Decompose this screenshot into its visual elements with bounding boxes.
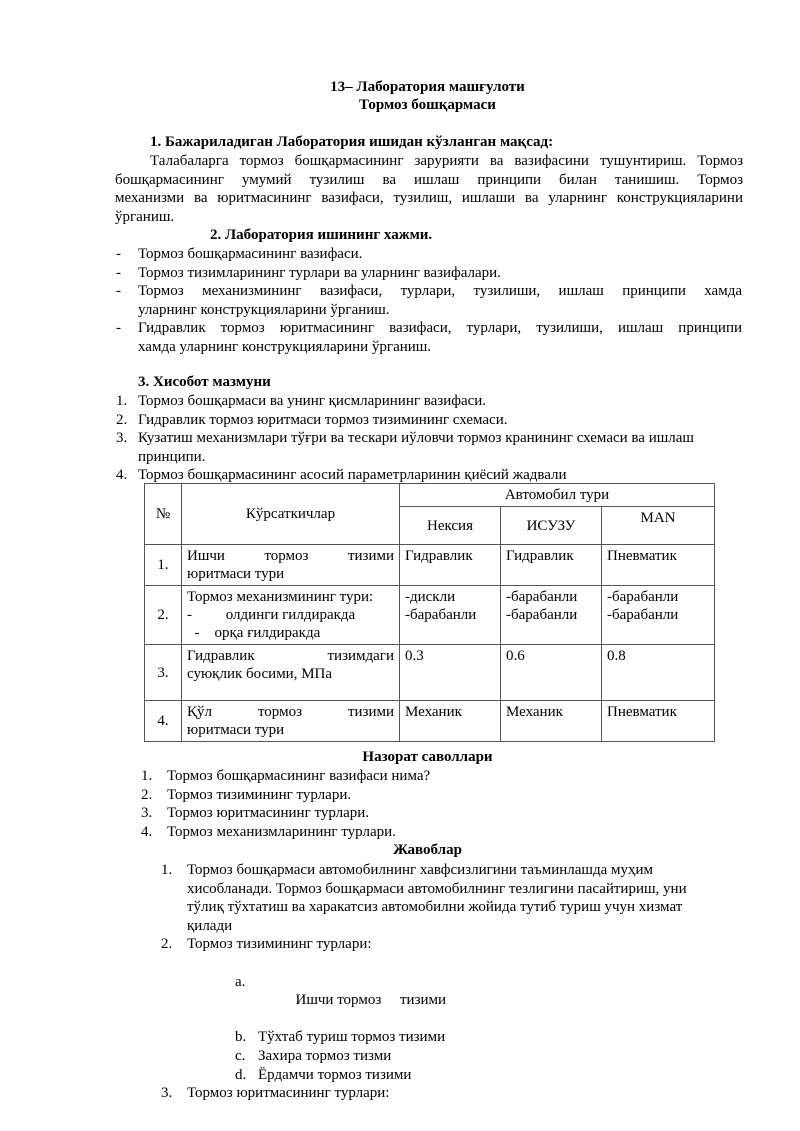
list-item-text: Кузатиш механизмлари тўғри ва тескари иўловчи тормоз кранининг схемаси ва ишлаш	[138, 430, 694, 447]
answer-line: тўлиқ тўхтатиш ва харакатсиз автомобилни жойида тутиб туриш учун хизмат	[187, 899, 683, 916]
row-num: 3.	[145, 645, 182, 701]
sub-text: Ишчи тормоз тизими	[295, 992, 447, 1009]
list-item	[141, 804, 741, 823]
question-text: Тормоз механизмларининг турлари.	[167, 823, 396, 840]
cell-value: 0.8	[602, 645, 715, 701]
answers-list	[161, 861, 741, 1103]
list-number: 1.	[116, 393, 128, 409]
row-num: 1.	[145, 545, 182, 586]
question-text: Тормоз бошқармасининг вазифаси нима?	[167, 768, 431, 784]
answer-line: Тормоз юритмасининг турлари:	[187, 1085, 390, 1102]
label-line: суюқлик босими, МПа	[187, 666, 333, 682]
bullet-dash: -	[116, 283, 121, 300]
sub-letter: a.	[235, 973, 246, 990]
table-row	[145, 545, 715, 586]
bullet-dash: -	[116, 246, 121, 262]
list-item-text: Тормоз бошқармасининг вазифаси.	[138, 246, 363, 262]
cell-value: Пневматик	[602, 701, 715, 742]
list-number: 1.	[161, 862, 173, 878]
bullet-dash: -	[116, 264, 121, 281]
table-row	[145, 645, 715, 701]
answer-line: хисобланади. Тормоз бошқармаси автомобилнинг тезлигини пасайтириш, уни	[187, 880, 687, 897]
label-line: Гидравлик тизимдаги	[187, 648, 394, 664]
sub-text: Захира тормоз тизми	[258, 1047, 392, 1064]
list-item-text: Тормоз тизимларининг турлари ва уларнинг вазифалари.	[138, 264, 501, 281]
list-item-text: уларнинг конструкцияларини ўрганиш.	[138, 301, 390, 318]
list-number: 2.	[116, 411, 128, 428]
label-line: Тормоз механизмининг тури:	[187, 589, 374, 605]
list-item-text: Гидравлик тормоз юритмасининг вазифаси, турлари, тузилиши, ишлаш принципи	[138, 320, 742, 337]
list-number: 1.	[141, 768, 153, 784]
header-car: MAN	[602, 507, 715, 545]
list-number: 3.	[161, 1085, 173, 1102]
sub-letter: b.	[235, 1029, 247, 1046]
answer-line: Тормоз тизимининг турлари:	[187, 936, 372, 953]
list-item	[116, 411, 744, 430]
section2-heading: 2. Лаборатория ишининг хажми.	[210, 227, 433, 243]
bullet-dash: -	[116, 320, 121, 337]
sub-letter: c.	[235, 1047, 246, 1064]
cell-value: -барабанли -барабанли	[501, 586, 602, 645]
list-item	[141, 823, 741, 842]
page-subtitle: Тормоз бошқармаси	[359, 97, 496, 113]
section1-body	[115, 152, 743, 226]
section3-heading: 3. Хисобот мазмуни	[138, 374, 271, 390]
question-text: Тормоз тизимининг турлари.	[167, 786, 352, 803]
list-item	[116, 264, 742, 283]
list-number: 3.	[141, 805, 153, 822]
list-number: 2.	[161, 936, 173, 953]
label-line: Ишчи тормоз тизими	[187, 548, 394, 564]
cell-value: Механик	[501, 701, 602, 742]
header-car: Нексия	[400, 507, 501, 545]
label-line: юритмаси тури	[187, 722, 285, 738]
list-number: 4.	[141, 823, 153, 840]
answer-line: қилади	[187, 917, 233, 934]
section1-line: ўрганиш.	[115, 208, 175, 225]
cell-value: Гидравлик	[400, 545, 501, 586]
cell-value: Гидравлик	[501, 545, 602, 586]
label-line: - орқа ғилдиракда	[187, 625, 321, 641]
answer-line: Тормоз бошқармаси автомобилнинг хавфсизлигини таъминлашда муҳим	[187, 862, 654, 878]
table-row	[145, 586, 715, 645]
list-item-text: Тормоз бошқармаси ва унинг қисмларининг вазифаси.	[138, 393, 487, 409]
parameters-table	[144, 483, 715, 742]
cell-value: 0.3	[400, 645, 501, 701]
sub-text: Тўхтаб туриш тормоз тизими	[258, 1029, 446, 1046]
section2-list	[116, 245, 742, 357]
list-item	[116, 429, 744, 466]
label-line: юритмаси тури	[187, 566, 285, 582]
row-label	[182, 701, 400, 742]
list-item	[116, 282, 742, 319]
sub-letter: d.	[235, 1066, 247, 1083]
list-item	[116, 245, 742, 264]
list-item-text: хамда уларнинг конструкцияларини ўрганиш.	[138, 338, 432, 355]
questions-heading: Назорат саволлари	[362, 749, 493, 765]
list-item-text: Тормоз бошқармасининг асосий параметрларинин қиёсий жадвали	[138, 467, 567, 484]
list-number: 3.	[116, 430, 128, 447]
list-number: 2.	[141, 786, 153, 803]
sub-item	[235, 1066, 741, 1085]
list-item	[116, 392, 744, 411]
header-car-type: Автомобил тури	[400, 484, 715, 507]
label-line: - олдинги гилдиракда	[187, 607, 356, 623]
answers-heading: Жавоблар	[393, 842, 462, 858]
sub-item	[235, 954, 741, 1028]
list-number: 4.	[116, 467, 128, 484]
list-item	[161, 1084, 741, 1103]
row-label	[182, 645, 400, 701]
list-item	[161, 861, 741, 935]
header-car: ИСУЗУ	[501, 507, 602, 545]
section3-list	[116, 392, 744, 485]
section1-heading: 1. Бажариладиган Лаборатория ишидан кўзланган мақсад:	[150, 134, 554, 150]
sub-item	[235, 1028, 741, 1047]
list-item	[141, 767, 741, 786]
sub-item	[235, 1047, 741, 1066]
cell-value: -дискли -барабанли	[400, 586, 501, 645]
header-indicator: Кўрсаткичлар	[182, 484, 400, 545]
list-item	[161, 935, 741, 1084]
list-item	[141, 786, 741, 805]
row-num: 2.	[145, 586, 182, 645]
section1-line: механизми ва юритмасининг вазифаси, тузилиш, ишлаши ва уларнинг конструкцияларини	[115, 190, 743, 207]
page-title: 13– Лаборатория машғулоти	[330, 79, 525, 95]
sub-text: Ёрдамчи тормоз тизими	[258, 1066, 412, 1083]
cell-value: -барабанли -барабанли	[602, 586, 715, 645]
cell-value: Механик	[400, 701, 501, 742]
cell-value: Пневматик	[602, 545, 715, 586]
row-num: 4.	[145, 701, 182, 742]
section1-line: Талабаларга тормоз бошқармасининг зарурияти ва вазифасини тушунтириш. Тормоз	[150, 153, 743, 169]
row-label	[182, 586, 400, 645]
table-row	[145, 701, 715, 742]
section1-line: бошқармасининг умумий тузилиш ва ишлаш принципи билан танишиш. Тормоз	[115, 171, 743, 188]
label-line: Қўл тормоз тизими	[187, 704, 394, 720]
list-item-text: принципи.	[138, 448, 206, 465]
header-num: №	[145, 484, 182, 545]
list-item	[116, 319, 742, 356]
list-item-text: Тормоз механизмининг вазифаси, турлари, тузилиши, ишлаш принципи хамда	[138, 283, 742, 300]
sub-list	[187, 954, 741, 1084]
row-label	[182, 545, 400, 586]
questions-list	[141, 767, 741, 841]
question-text: Тормоз юритмасининг турлари.	[167, 805, 370, 822]
list-item-text: Гидравлик тормоз юритмаси тормоз тизимининг схемаси.	[138, 411, 508, 428]
cell-value: 0.6	[501, 645, 602, 701]
